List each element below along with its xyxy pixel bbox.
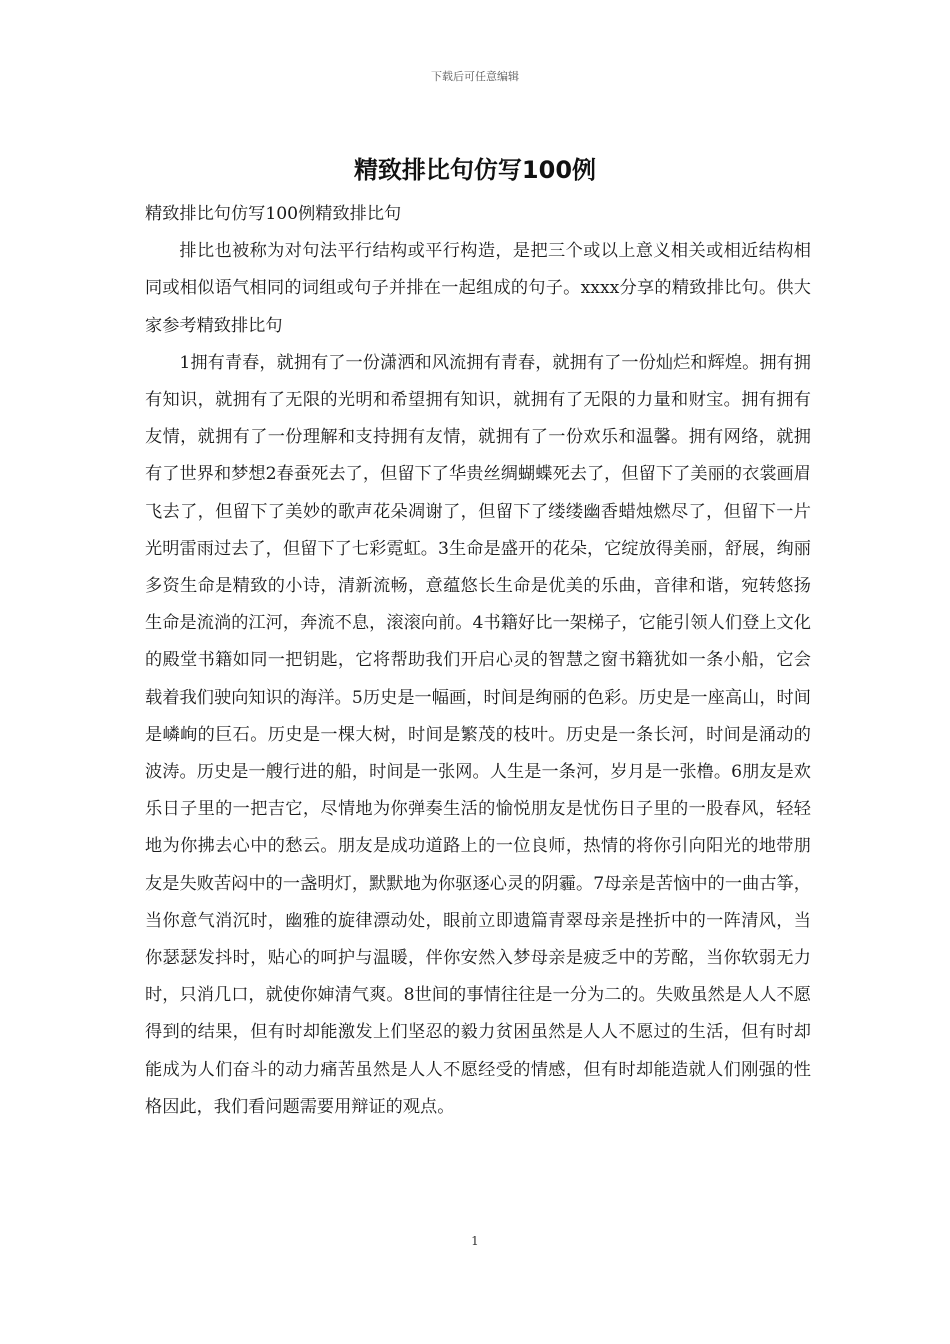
- document-body: [145, 196, 811, 1126]
- paragraph-examples: 1拥有青春，就拥有了一份潇洒和风流拥有青春，就拥有了一份灿烂和辉煌。拥有拥有知识，就拥有了无限的光明和希望拥有知识，就拥有了无限的力量和财宝。拥有拥有友情，就拥有了一份理解和支持拥有友情，就拥有了一份欢乐和温馨。拥有网络，就拥有了世界和梦想2春蚕死去了，但留下了华贵丝绸蝴蝶死去了，但留下了美丽的衣裳画眉飞去了，但留下了美妙的歌声花朵凋谢了，但留下了缕缕幽香蜡烛燃尽了，但留下一片光明雷雨过去了，但留下了七彩霓虹。3生命是盛开的花朵，它绽放得美丽，舒展，绚丽多资生命是精致的小诗，清新流畅，意蕴悠长生命是优美的乐曲，音律和谐，宛转悠扬生命是流淌的江河，奔流不息，滚滚向前。4书籍好比一架梯子，它能引领人们登上文化的殿堂书籍如同一把钥匙，它将帮助我们开启心灵的智慧之窗书籍犹如一条小船，它会载着我们驶向知识的海洋。5历史是一幅画，时间是绚丽的色彩。历史是一座高山，时间是嶙峋的巨石。历史是一棵大树，时间是繁茂的枝叶。历史是一条长河，时间是涌动的波涛。历史是一艘行进的船，时间是一张网。人生是一条河，岁月是一张橹。6朋友是欢乐日子里的一把吉它，尽情地为你弹奏生活的愉悦朋友是忧伤日子里的一股春风，轻轻地为你拂去心中的愁云。朋友是成功道路上的一位良师，热情的将你引向阳光的地带朋友是失败苦闷中的一盏明灯，默默地为你驱逐心灵的阴霾。7母亲是苦恼中的一曲古筝，当你意气消沉时，幽雅的旋律漂动处，眼前立即遗篇青翠母亲是挫折中的一阵清风，当你瑟瑟发抖时，贴心的呵护与温暖，伴你安然入梦母亲是疲乏中的芳酩，当你软弱无力时，只消几口，就使你婶清气爽。8世间的事情往往是一分为二的。失败虽然是人人不愿得到的结果，但有时却能激发上们坚忍的毅力贫困虽然是人人不愿过的生活，但有时却能成为人们奋斗的动力痛苦虽然是人人不愿经受的情感，但有时却能造就人们刚强的性格因此，我们看问题需要用辩证的观点。: [145, 352, 811, 1117]
- header-note: 下载后可任意编辑: [431, 70, 519, 83]
- document-title: 精致排比句仿写100例: [353, 156, 597, 184]
- page-number: 1: [471, 1234, 479, 1248]
- subtitle-line: 精致排比句仿写100例精致排比句: [145, 204, 402, 224]
- paragraph-intro: 排比也被称为对句法平行结构或平行构造，是把三个或以上意义相关或相近结构相同或相似语气相同的词组或句子并排在一起组成的句子。xxxx分享的精致排比句。供大家参考精致排比句: [145, 241, 811, 336]
